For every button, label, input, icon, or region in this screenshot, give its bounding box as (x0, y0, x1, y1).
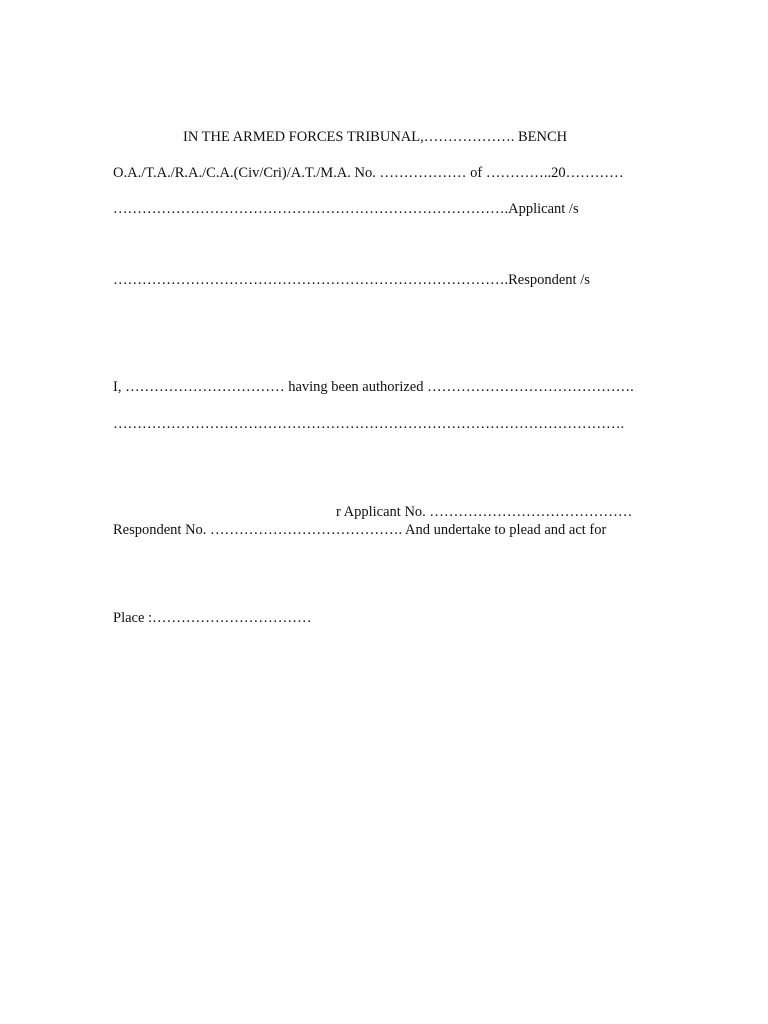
respondent-line: ……………………………………………………………………….Respondent /s (113, 272, 590, 288)
authorization-line: I, …………………………… having been authorized ……………………………………. (113, 379, 634, 395)
continuation-line: ……………………………………………………………………………………………. (113, 416, 625, 432)
applicant-number-line: r Applicant No. …………………………………… (336, 504, 633, 520)
place-line: Place :…………………………… (113, 610, 312, 626)
case-number-line: O.A./T.A./R.A./C.A.(Civ/Cri)/A.T./M.A. No. ……………… of …………..20………… (113, 165, 624, 181)
tribunal-title: IN THE ARMED FORCES TRIBUNAL,………………. BENCH (183, 129, 568, 145)
applicant-line: ……………………………………………………………………….Applicant /s (113, 201, 579, 217)
respondent-number-line: Respondent No. …………………………………. And undertake to plead and act for (113, 522, 607, 538)
